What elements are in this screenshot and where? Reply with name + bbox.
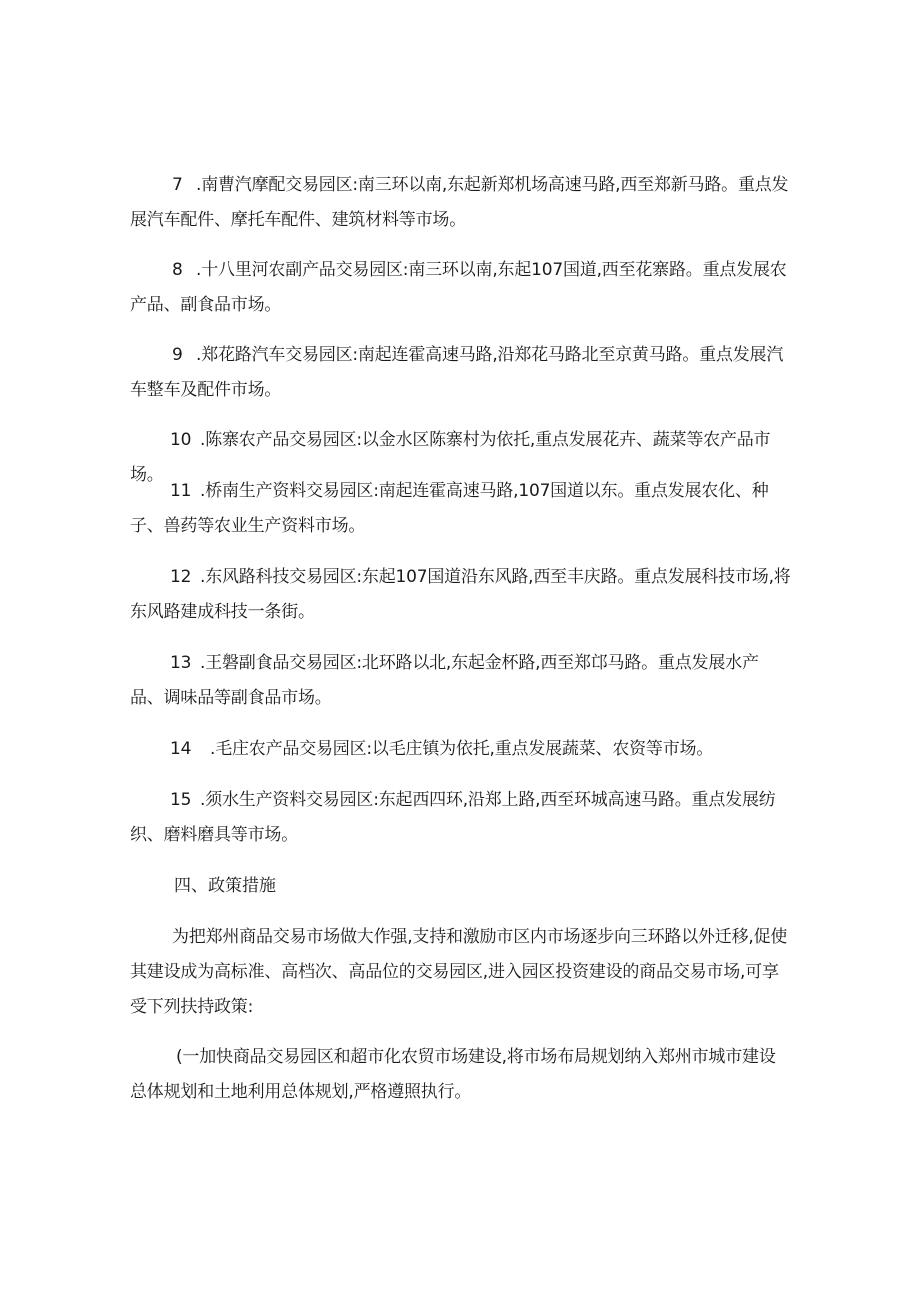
item-text: .王磐副食品交易园区:北环路以北,东起金杯路,西至郑邙马路。重点发展水产品、调味品等副食品市场。 — [130, 653, 759, 708]
item-text: .陈寨农产品交易园区:以金水区陈寨村为依托,重点发展花卉、蔬菜等农产品市场。 — [130, 430, 771, 485]
list-item-15 — [130, 783, 792, 853]
item-text: .毛庄农产品交易园区:以毛庄镇为依托,重点发展蔬菜、农资等市场。 — [210, 739, 714, 759]
item-number: 13 — [170, 653, 192, 673]
list-item-7 — [130, 168, 792, 238]
policy-text: (一加快商品交易园区和超市化农贸市场建设,将市场布局规划纳入郑州市城市建设总体规划和土地利用总体规划,严格遵照执行。 — [130, 1047, 776, 1102]
item-text: .郑花路汽车交易园区:南起连霍高速马路,沿郑花马路北至京黄马路。重点发展汽车整车及配件市场。 — [130, 345, 784, 400]
item-number: 9 — [172, 345, 183, 365]
item-number: 15 — [170, 790, 192, 810]
item-text: .南曹汽摩配交易园区:南三环以南,东起新郑机场高速马路,西至郑新马路。重点发展汽车配件、摩托车配件、建筑材料等市场。 — [130, 175, 789, 230]
list-item-11 — [130, 474, 792, 544]
item-text: .东风路科技交易园区:东起107国道沿东风路,西至丰庆路。重点发展科技市场,将东风路建成科技一条街。 — [130, 567, 791, 622]
item-number: 10 — [170, 430, 192, 450]
item-number: 7 — [172, 175, 183, 195]
item-number: 8 — [172, 260, 183, 280]
list-item-8 — [130, 253, 792, 323]
item-text: .十八里河农副产品交易园区:南三环以南,东起107国道,西至花寨路。重点发展农产品、副食品市场。 — [130, 260, 787, 315]
item-text: .须水生产资料交易园区:东起西四环,沿郑上路,西至环城高速马路。重点发展纺织、磨料磨具等市场。 — [130, 790, 776, 845]
item-number: 11 — [170, 481, 192, 501]
list-item-12 — [130, 560, 792, 630]
intro-text: 为把郑州商品交易市场做大作强,支持和激励市区内市场逐步向三环路以外迁移,促使其建设成为高标准、高档次、高品位的交易园区,进入园区投资建设的商品交易市场,可享受下列扶持政策: — [130, 927, 788, 1017]
item-number: 12 — [170, 567, 192, 587]
list-item-9 — [130, 338, 792, 408]
item-number: 14 — [170, 739, 192, 759]
policy-paragraph — [130, 1040, 792, 1110]
list-item-14 — [130, 732, 792, 767]
item-text: .桥南生产资料交易园区:南起连霍高速马路,107国道以东。重点发展农化、种子、兽药等农业生产资料市场。 — [130, 481, 769, 536]
section-heading: 四、政策措施 — [174, 876, 276, 896]
list-item-13 — [130, 646, 792, 716]
intro-paragraph — [130, 920, 792, 1025]
